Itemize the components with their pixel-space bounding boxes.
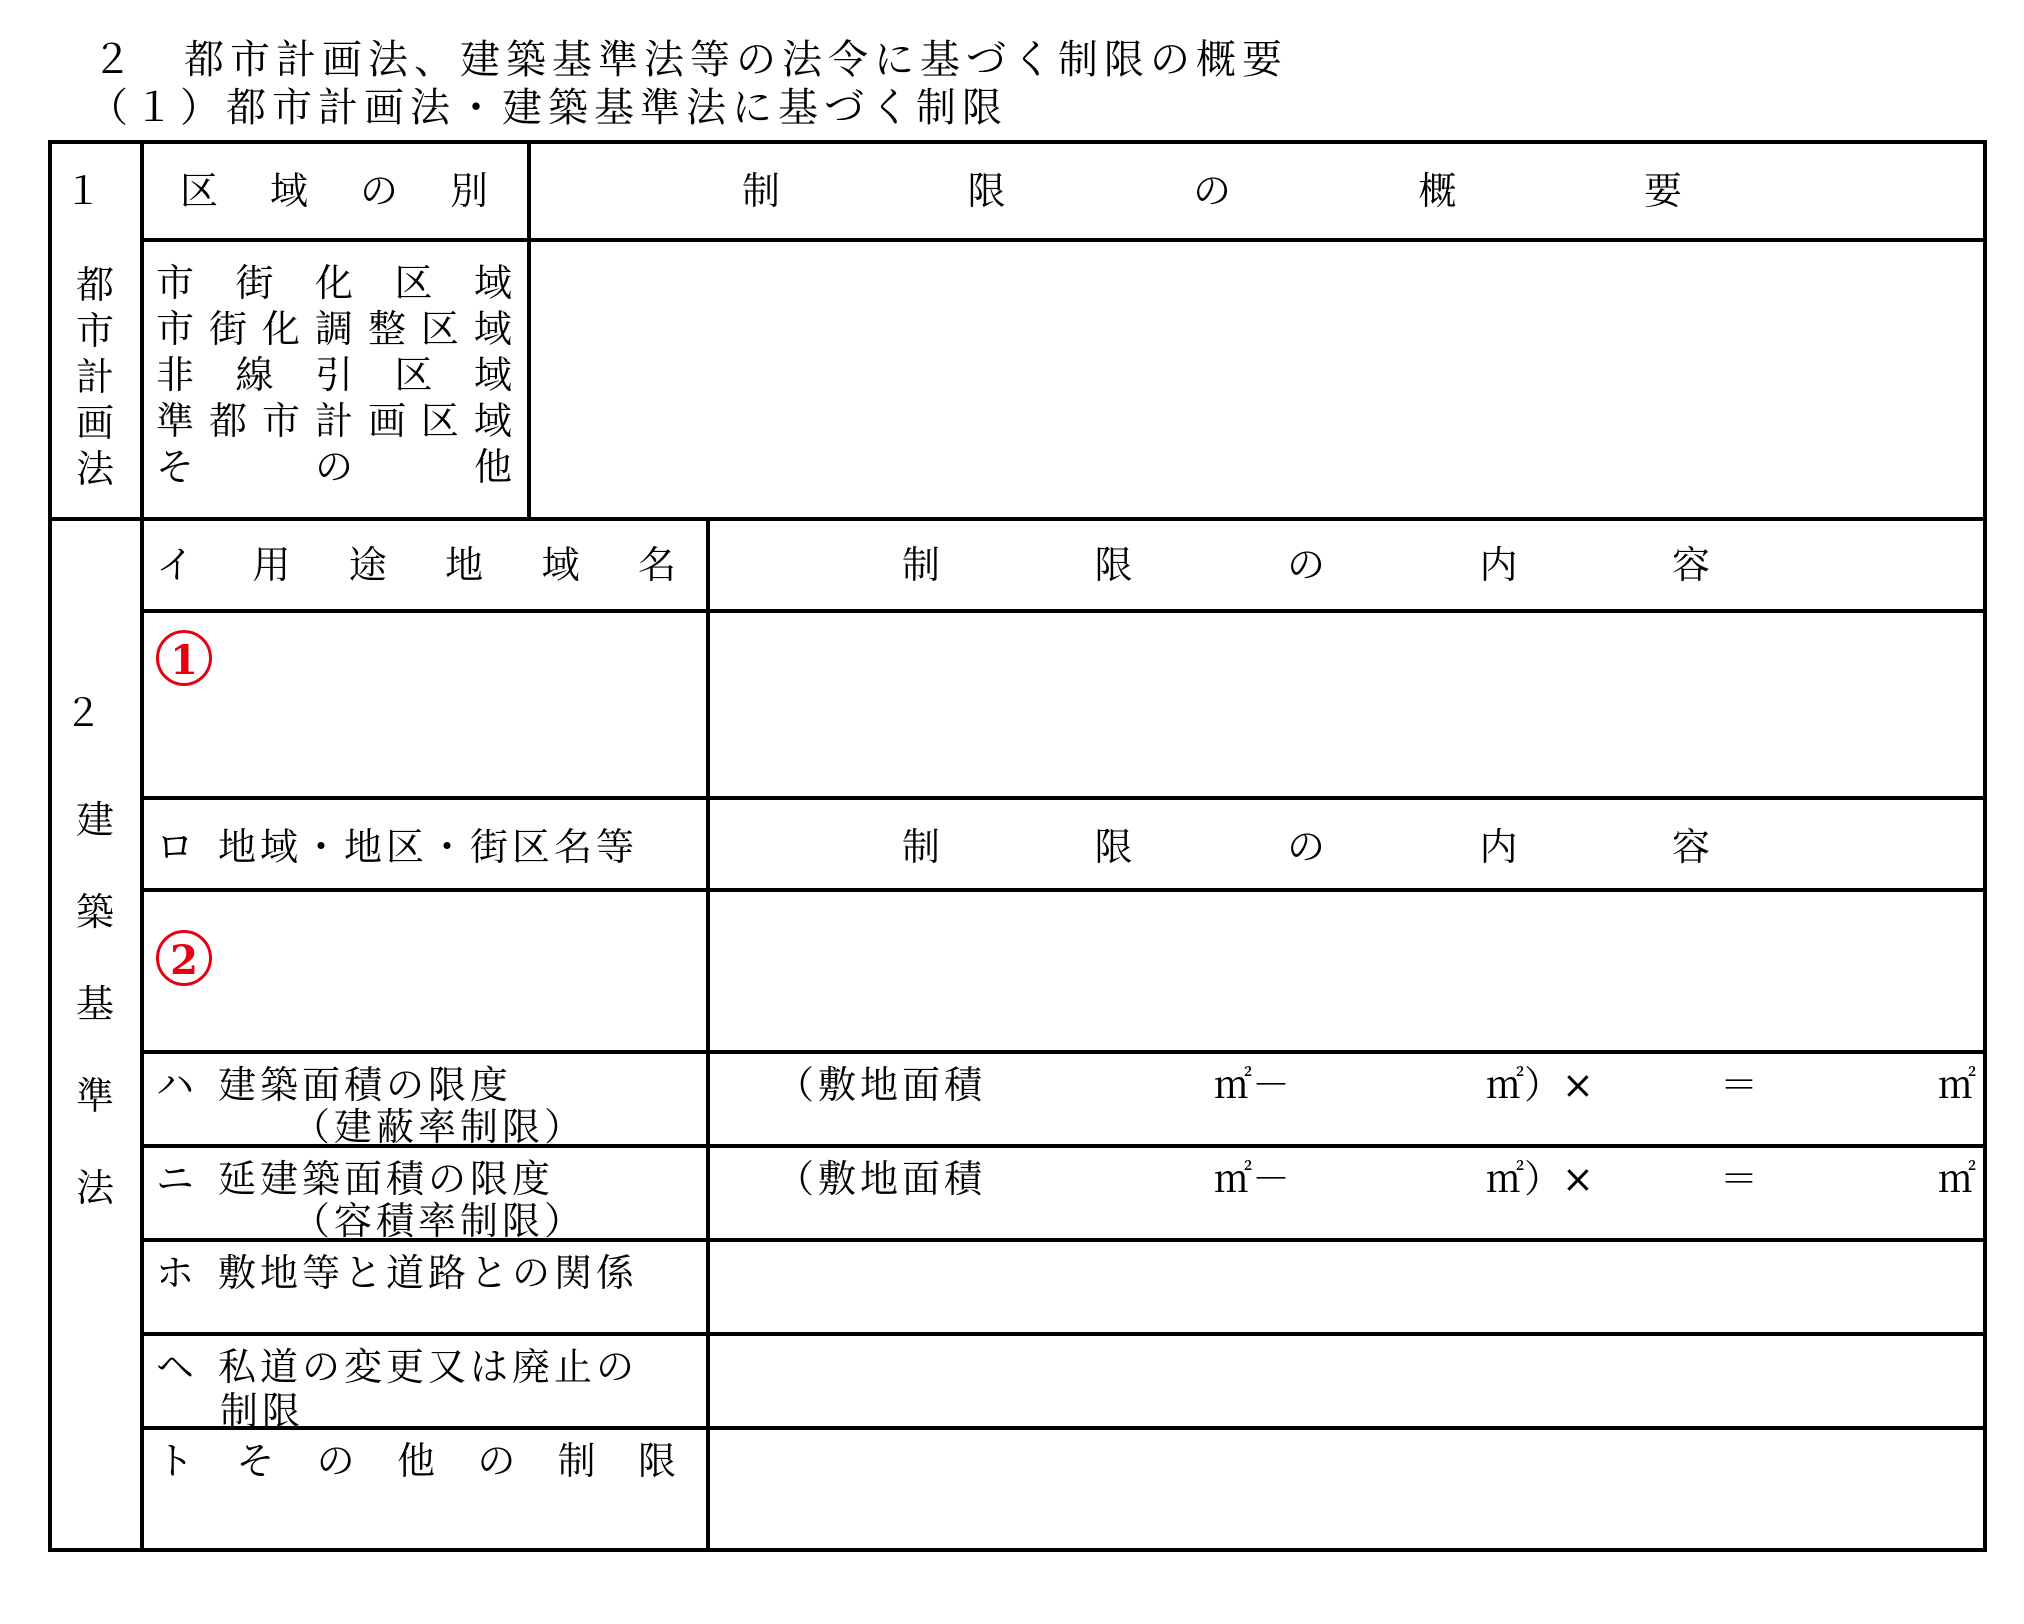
section-2-number: ２ xyxy=(64,691,103,735)
site-road-relation-label: ホ 敷地等と道路との関係 xyxy=(156,1251,639,1295)
divider-row-ro-body xyxy=(140,888,1983,892)
area-quasi-city-planning: 準 都 市 計 画 区 域 xyxy=(156,399,512,443)
area-list xyxy=(156,260,512,490)
divider-content-column xyxy=(706,517,710,1548)
divider-row-ha xyxy=(140,1050,1983,1054)
building-area-formula: （敷地面積 ㎡－ ㎡）× ＝ ㎡ xyxy=(776,1063,1977,1107)
area-type-header: 区 域 の 別 xyxy=(180,169,488,213)
floor-area-formula: （敷地面積 ㎡－ ㎡）× ＝ ㎡ xyxy=(776,1157,1977,1201)
section-2-label: 建 築 基 準 法 xyxy=(75,798,114,1210)
restriction-content-header-2: 制 限 の 内 容 xyxy=(902,825,1710,869)
area-urbanization-control: 市 街 化 調 整 区 域 xyxy=(156,307,512,351)
private-road-restriction-label-line2: 制限 xyxy=(220,1389,305,1433)
other-restrictions-label: ト そ の 他 の 制 限 xyxy=(156,1439,676,1483)
area-other: そ の 他 xyxy=(156,445,512,489)
area-non-delineated: 非 線 引 区 域 xyxy=(156,353,512,397)
marker-circled-1: 1 xyxy=(156,630,212,686)
divider-s1-header xyxy=(140,238,1983,242)
marker-circled-2: 2 xyxy=(156,930,212,986)
section-1-number: １ xyxy=(64,169,103,213)
private-road-restriction-label: ヘ 私道の変更又は廃止の xyxy=(156,1345,639,1389)
restriction-content-header-1: 制 限 の 内 容 xyxy=(902,543,1710,587)
section-1-label: 都 市 計 画 法 xyxy=(75,263,114,491)
restriction-summary-header: 制 限 の 概 要 xyxy=(742,169,1682,213)
area-urbanization-promotion: 市 街 化 区 域 xyxy=(156,261,512,305)
zoning-district-header: イ 用 途 地 域 名 xyxy=(156,543,676,587)
divider-row-he xyxy=(140,1332,1983,1336)
divider-row-i-header xyxy=(140,609,1983,613)
coverage-ratio-sublabel: （建蔽率制限） xyxy=(292,1105,587,1149)
divider-row-ro-header xyxy=(140,796,1983,800)
divider-area-column xyxy=(527,144,531,521)
district-block-header: ロ 地域・地区・街区名等 xyxy=(156,825,639,869)
document-subtitle: （１）都市計画法・建築基準法に基づく制限 xyxy=(88,85,1008,131)
divider-label-column xyxy=(140,144,144,1548)
floor-area-limit-label: ニ 延建築面積の限度 xyxy=(156,1157,555,1201)
divider-section-2 xyxy=(52,517,1983,521)
restrictions-table xyxy=(48,140,1987,1552)
floor-area-ratio-sublabel: （容積率制限） xyxy=(292,1199,587,1243)
document-title: ２ 都市計画法、建築基準法等の法令に基づく制限の概要 xyxy=(92,37,1288,83)
divider-row-to xyxy=(140,1426,1983,1430)
building-area-limit-label: ハ 建築面積の限度 xyxy=(156,1063,513,1107)
